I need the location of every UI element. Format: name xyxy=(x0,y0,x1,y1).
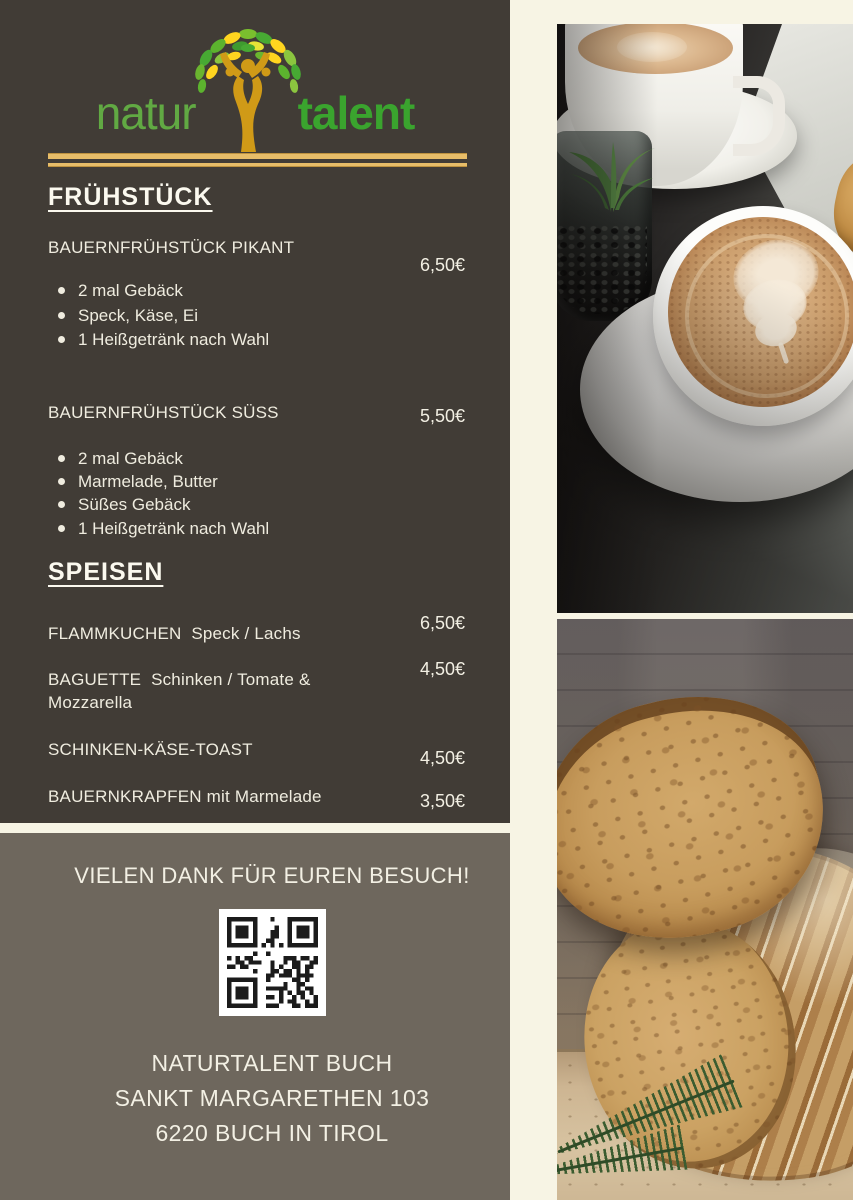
bullet-item: Marmelade, Butter xyxy=(48,470,269,493)
address-line: NATURTALENT BUCH xyxy=(151,1050,393,1076)
item-price-flammkuchen: 6,50€ xyxy=(419,613,465,633)
bullet-item: 1 Heißgetränk nach Wahl xyxy=(48,328,269,353)
item-name-baguette: BAGUETTE Schinken / Tomate & Mozzarella xyxy=(48,670,316,712)
item-price-baguette: 4,50€ xyxy=(419,659,465,679)
item-name-krapfen: BAUERNKRAPFEN mit Marmelade xyxy=(48,787,322,806)
item-name-toast: SCHINKEN-KÄSE-TOAST xyxy=(48,740,253,759)
address-line: SANKT MARGARETHEN 103 xyxy=(114,1085,430,1111)
double-gold-rule xyxy=(48,153,467,167)
brand-logo xyxy=(0,14,510,144)
footer-panel xyxy=(0,833,510,1200)
bullet-item: 2 mal Gebäck xyxy=(48,447,269,470)
item-price-suess: 5,50€ xyxy=(419,406,465,426)
menu-panel xyxy=(0,0,510,823)
back-latte-art-shape xyxy=(617,32,687,62)
bullet-item: 2 mal Gebäck xyxy=(48,279,269,304)
item-bullets-suess xyxy=(48,447,269,540)
coffee-photo xyxy=(557,24,853,613)
item-name-pikant: BAUERNFRÜHSTÜCK PIKANT xyxy=(48,238,295,257)
item-bullets-pikant xyxy=(48,279,269,353)
thanks-message: VIELEN DANK FÜR EUREN BESUCH! xyxy=(74,863,470,888)
bullet-item: Süßes Gebäck xyxy=(48,493,269,516)
bullet-item: 1 Heißgetränk nach Wahl xyxy=(48,517,269,540)
qr-code xyxy=(219,909,326,1016)
item-price-toast: 4,50€ xyxy=(419,748,465,768)
bullet-item: Speck, Käse, Ei xyxy=(48,304,269,329)
plant-leaves-shape xyxy=(557,112,681,222)
brand-word-talent: talent xyxy=(297,87,415,139)
glass-pebbles-shape xyxy=(557,224,647,314)
qr-code-pattern xyxy=(227,917,318,1008)
item-price-pikant: 6,50€ xyxy=(419,255,465,275)
item-name-suess: BAUERNFRÜHSTÜCK SÜSS xyxy=(48,403,279,422)
address-line: 6220 BUCH IN TIROL xyxy=(155,1120,389,1146)
gold-rule-bottom xyxy=(48,163,467,167)
section-title-fruehstueck: FRÜHSTÜCK xyxy=(48,183,213,211)
item-price-krapfen: 3,50€ xyxy=(419,791,465,811)
item-name-flammkuchen: FLAMMKUCHEN Speck / Lachs xyxy=(48,624,301,643)
bread-photo xyxy=(557,619,853,1200)
address-block xyxy=(0,1046,544,1151)
section-title-speisen: SPEISEN xyxy=(48,558,164,586)
tree-icon xyxy=(190,26,306,154)
brand-word-natur: natur xyxy=(95,87,196,139)
